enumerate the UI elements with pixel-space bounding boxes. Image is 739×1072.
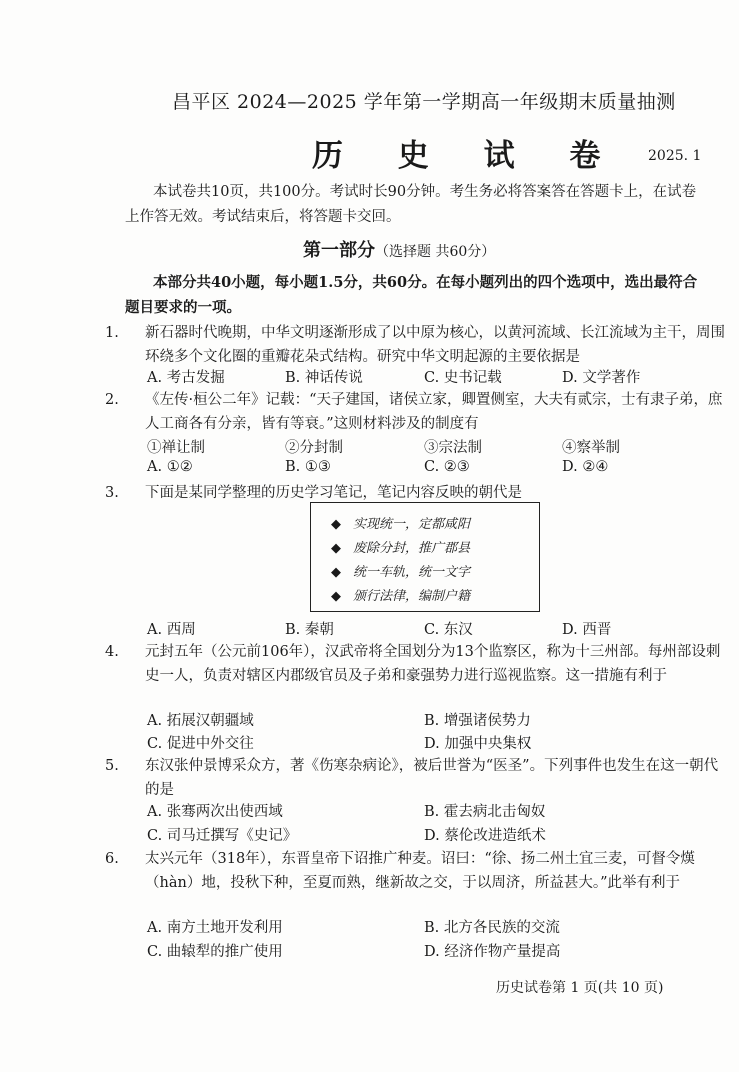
option-b[interactable]: B. 神话传说 bbox=[285, 370, 363, 386]
option-c[interactable]: C. 史书记载 bbox=[424, 370, 502, 386]
option-a[interactable]: A. 西周 bbox=[147, 622, 196, 638]
page-title: 历 史 试 卷 bbox=[312, 138, 623, 174]
study-notes-box bbox=[310, 502, 540, 612]
note-line: ◆ 废除分封，推广郡县 bbox=[331, 541, 471, 556]
intro-paragraph: 本试卷共10页，共100分。考试时长90分钟。考生务必将答案答在答题卡上，在试卷上作答无效。考试结束后，将答题卡交回。 bbox=[125, 184, 697, 225]
question-text: 下面是某同学整理的历史学习笔记，笔记内容反映的朝代是 bbox=[145, 485, 522, 501]
section-heading bbox=[303, 236, 495, 262]
item-1: ①禅让制 bbox=[147, 440, 205, 456]
option-a[interactable]: A. 南方土地开发利用 bbox=[147, 920, 283, 936]
option-d[interactable]: D. ②④ bbox=[562, 459, 609, 475]
option-b[interactable]: B. ①③ bbox=[285, 459, 331, 475]
question-2 bbox=[105, 388, 730, 436]
option-d[interactable]: D. 蔡伦改进造纸术 bbox=[424, 828, 546, 844]
option-c[interactable]: C. 曲辕犁的推广使用 bbox=[147, 944, 283, 960]
note-line: ◆ 颁行法律，编制户籍 bbox=[331, 589, 471, 604]
question-text: 太兴元年（318年），东晋皇帝下诏推广种麦。诏曰：“徐、扬二州土宜三麦，可督令熯（hàn）地，投秋下种，至夏而熟，继新故之交，于以周济，所益甚大。”此举有利于 bbox=[145, 851, 695, 891]
exam-date: 2025. 1 bbox=[648, 148, 702, 164]
option-a[interactable]: A. 拓展汉朝疆域 bbox=[147, 713, 254, 729]
option-d[interactable]: D. 西晋 bbox=[562, 622, 612, 638]
option-d[interactable]: D. 经济作物产量提高 bbox=[424, 944, 561, 960]
exam-header: 昌平区 2024—2025 学年第一学期高一年级期末质量抽测 bbox=[172, 91, 676, 113]
option-a[interactable]: A. 张骞两次出使西域 bbox=[147, 804, 283, 820]
question-number: 2. bbox=[105, 392, 119, 408]
question-5 bbox=[105, 754, 730, 802]
question-text: 新石器时代晚期，中华文明逐渐形成了以中原为核心，以黄河流域、长江流域为主干，周围环绕多个文化圈的重瓣花朵式结构。研究中华文明起源的主要依据是 bbox=[145, 325, 725, 365]
question-number: 1. bbox=[105, 325, 119, 341]
option-b[interactable]: B. 秦朝 bbox=[285, 622, 334, 638]
question-text: 《左传·桓公二年》记载：“天子建国，诸侯立家，卿置侧室，大夫有贰宗，士有隶子弟，庶人工商各有分亲，皆有等衰。”这则材料涉及的制度有 bbox=[145, 392, 723, 432]
item-4: ④察举制 bbox=[562, 440, 620, 456]
diamond-bullet-icon: ◆ bbox=[331, 517, 341, 532]
option-b[interactable]: B. 北方各民族的交流 bbox=[424, 920, 560, 936]
question-text: 东汉张仲景博采众方，著《伤寒杂病论》，被后世誉为“医圣”。下列事件也发生在这一朝代的是 bbox=[145, 758, 719, 798]
option-c[interactable]: C. 东汉 bbox=[424, 622, 473, 638]
question-number: 4. bbox=[105, 644, 119, 660]
option-b[interactable]: B. 增强诸侯势力 bbox=[424, 713, 531, 729]
question-6 bbox=[105, 847, 730, 895]
diamond-bullet-icon: ◆ bbox=[331, 541, 341, 556]
question-number: 6. bbox=[105, 851, 119, 867]
question-number: 5. bbox=[105, 758, 119, 774]
option-c[interactable]: C. 促进中外交往 bbox=[147, 736, 254, 752]
option-d[interactable]: D. 文学著作 bbox=[562, 370, 641, 386]
page-footer: 历史试卷第 1 页(共 10 页) bbox=[496, 980, 664, 996]
option-a[interactable]: A. ①② bbox=[147, 459, 193, 475]
question-text: 元封五年（公元前106年），汉武帝将全国划分为13个监察区，称为十三州部。每州部设刺史一人，负责对辖区内郡级官员及子弟和豪强势力进行巡视监察。这一措施有利于 bbox=[145, 644, 721, 684]
section-title: 第一部分 bbox=[303, 240, 375, 261]
question-4 bbox=[105, 640, 730, 688]
option-c[interactable]: C. 司马迁撰写《史记》 bbox=[147, 828, 298, 844]
diamond-bullet-icon: ◆ bbox=[331, 589, 341, 604]
section-note: （选择题 共60分） bbox=[375, 244, 496, 260]
item-2: ②分封制 bbox=[285, 440, 343, 456]
option-b[interactable]: B. 霍去病北击匈奴 bbox=[424, 804, 546, 820]
note-line: ◆ 实现统一，定都咸阳 bbox=[331, 517, 471, 532]
instructions: 本部分共40小题，每小题1.5分，共60分。在每小题列出的四个选项中，选出最符合题目要求的一项。 bbox=[125, 274, 698, 316]
item-3: ③宗法制 bbox=[424, 440, 482, 456]
question-1 bbox=[105, 321, 730, 369]
option-a[interactable]: A. 考古发掘 bbox=[147, 370, 225, 386]
question-number: 3. bbox=[105, 485, 119, 501]
note-line: ◆ 统一车轨，统一文字 bbox=[331, 565, 471, 580]
diamond-bullet-icon: ◆ bbox=[331, 565, 341, 580]
option-d[interactable]: D. 加强中央集权 bbox=[424, 736, 532, 752]
option-c[interactable]: C. ②③ bbox=[424, 459, 470, 475]
